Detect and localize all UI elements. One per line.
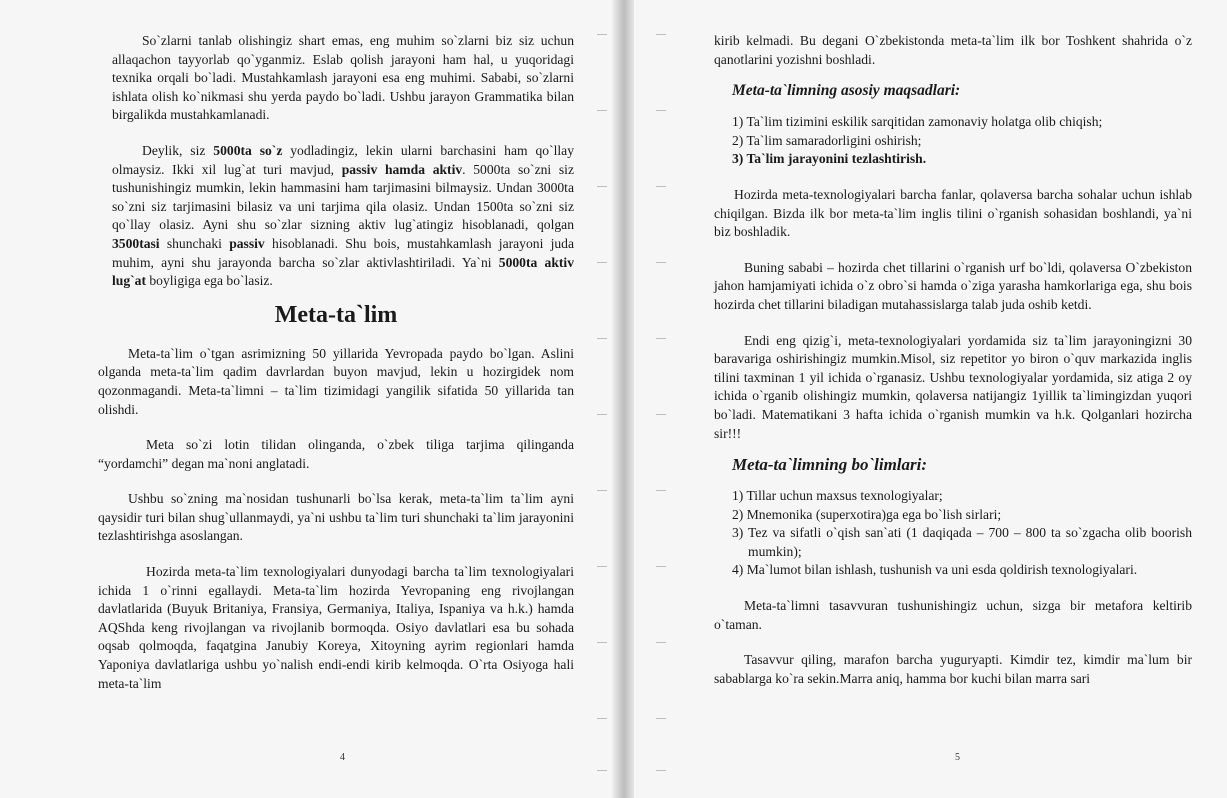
page-number: 4 [340,752,345,763]
sections-list [714,487,1192,580]
paragraph: Meta so`zi lotin tilidan olinganda, o`zbek tiliga tarjima qilinganda “yordamchi” degan ma`noni anglatadi. [98,437,574,471]
book-spine [612,0,634,798]
paragraph: Deylik, siz 5000ta so`z yodladingiz, lekin ularni barchasini ham qo`llay olmaysiz. Ikki xil lug`at turi mavjud, passiv hamda aktiv. 5000ta so`zni siz tushunishingiz mumkin, lekin hammasini ham tarjimasini bilmaysiz. Undan 3000ta so`zni siz tarjimasini bilasiz va uni tarjima qila olasiz. Undan 1500ta so`zni siz qo`llay olasiz. Ayni shu so`zlar sizning aktiv lug`atingiz hisoblanadi, qolgan 3500tasi shunchaki passiv hisoblanadi. Shu bois, mustahkamlash jarayoni juda muhim, ayni shu jarayonda barcha so`zlar aktivlashtiriladi. Ya`ni 5000ta aktiv lug`at boyligiga ega bo`lasiz. [112,142,575,289]
list-item: 3) Ta`lim jarayonini tezlashtirish. [732,151,927,167]
section-heading: Meta-ta`lim [274,301,398,328]
section-heading: Meta-ta`limning asosiy maqsadlari: [732,82,961,100]
paragraph: Meta-ta`limni tasavvuran tushunishingiz uchun, sizga bir metafora keltirib o`taman. [714,598,1192,632]
left-page [0,0,612,798]
paragraph: Tasavvur qiling, marafon barcha yuguryapti. Kimdir tez, kimdir ma`lum bir sabablarga ko`ra sekin.Marra aniq, hamma bor kuchi bilan marra sari [714,652,1192,686]
right-page-text [714,32,1192,688]
list-item: 1) Ta`lim tizimini eskilik sarqitidan zamonaviy holatga olib chiqish; [732,114,1103,130]
paragraph: So`zlarni tanlab olishingiz shart emas, eng muhim so`zlarni biz siz uchun allaqachon tayyorlab qo`yganmiz. Eslab qolish jarayoni ham hal, u yuqoridagi texnika orqali bo`ladi. Mustahkamlash jarayoni esa eng muhimi. Sababi, so`zlarni ishlata olish ko`nikmasi shu yerda paydo bo`ladi. Ushbu jarayon Grammatika bilan birgalikda mustahkamlanadi. [112,33,574,123]
list-item: 1) Tillar uchun maxsus texnologiyalar; [732,488,943,504]
list-item: 2) Mnemonika (superxotira)ga ega bo`lish sirlari; [732,506,1002,522]
paragraph: kirib kelmadi. Bu degani O`zbekistonda meta-ta`lim ilk bor Toshkent shahrida o`z qanotlarini yozishni boshladi. [714,33,1192,67]
list-item: 2) Ta`lim samaradorligini oshirish; [732,132,922,148]
section-heading: Meta-ta`limning bo`limlari: [732,455,928,475]
paragraph: Buning sababi – hozirda chet tillarini o`rganish urf bo`ldi, qolaversa O`zbekiston jahon hamjamiyati ichida o`z obro`si hamda o`ziga yarasha hamkorlariga ega, shu bois hozirda chet tillarini biladigan mutahassislarga talab juda oshib ketdi. [714,259,1192,312]
paragraph: Meta-ta`lim o`tgan asrimizning 50 yillarida Yevropada paydo bo`lgan. Aslini olganda meta-ta`lim qadim davrlardan buyon mavjud, lekin u hozirgidek nom qozonmagandi. Meta-ta`limni – ta`lim tizimidagi yangilik sifatida 50 yillarida tan olishdi. [98,345,574,417]
paragraph: Hozirda meta-texnologiyalari barcha fanlar, qolaversa barcha sohalar uchun ishlab chiqilgan. Bizda ilk bor meta-ta`lim inglis tilini o`rganish sohasidan boshlandi, ya`ni biz boshladik. [714,186,1192,240]
paragraph: Hozirda meta-ta`lim texnologiyalari dunyodagi barcha ta`lim texnologiyalari ichida 1 o`rinni egallaydi. Meta-ta`lim hozirda Yevropaning eng rivojlangan davlatlarida (Buyuk Britaniya, Fransiya, Germaniya, Italiya, Ispaniya va h.k.) hamda AQShda keng rivojlangan va rivojlanib bormoqda. Osiyo davlatlari esa bu sohada oqsab qolmoqda, faqatgina Janubiy Koreya, Xitoyning ayrim regionlari hamda Yaponiya davlatlariga ushbu yo`nalish endi-endi kirib kelmoqda. O`rta Osiyoga hali meta-ta`lim [98,564,574,691]
left-page-text [98,32,574,693]
list-item: 4) Ma`lumot bilan ishlash, tushunish va uni esda qoldirish texnologiyalari. [732,562,1138,578]
list-item: 3) Tez va sifatli o`qish san`ati (1 daqiqada – 700 – 800 ta so`zgacha olib boorish mumkin); [732,525,1192,559]
paragraph: Ushbu so`zning ma`nosidan tushunarli bo`lsa kerak, meta-ta`lim ta`lim ayni qaysidir turi bilan shug`ullanmaydi, ya`ni ushbu ta`lim turi shunchaki ta`lim jarayonini tezlashtirishga asoslangan. [98,491,574,544]
right-page [634,0,1227,798]
paragraph: Endi eng qizig`i, meta-texnologiyalari yordamida siz ta`lim jarayoningizni 30 baravariga oshirishingiz mumkin.Misol, siz repetitor yo biron o`quv markazida inglis tilini taxminan 1 yil ichida o`rganasiz. Ushbu texnologiyalar yordamida, siz atiga 2 oy ichida o`rganib olishingiz mumkin, qolaversa natijangiz 1yillik ta`limingizdan yuqori bo`ladi. Matematikani 3 hafta ichida o`rganish mumkin va h.k. Qolganlari hozircha sir!!! [714,332,1192,441]
goals-list [714,113,1192,169]
page-number: 5 [955,752,960,763]
